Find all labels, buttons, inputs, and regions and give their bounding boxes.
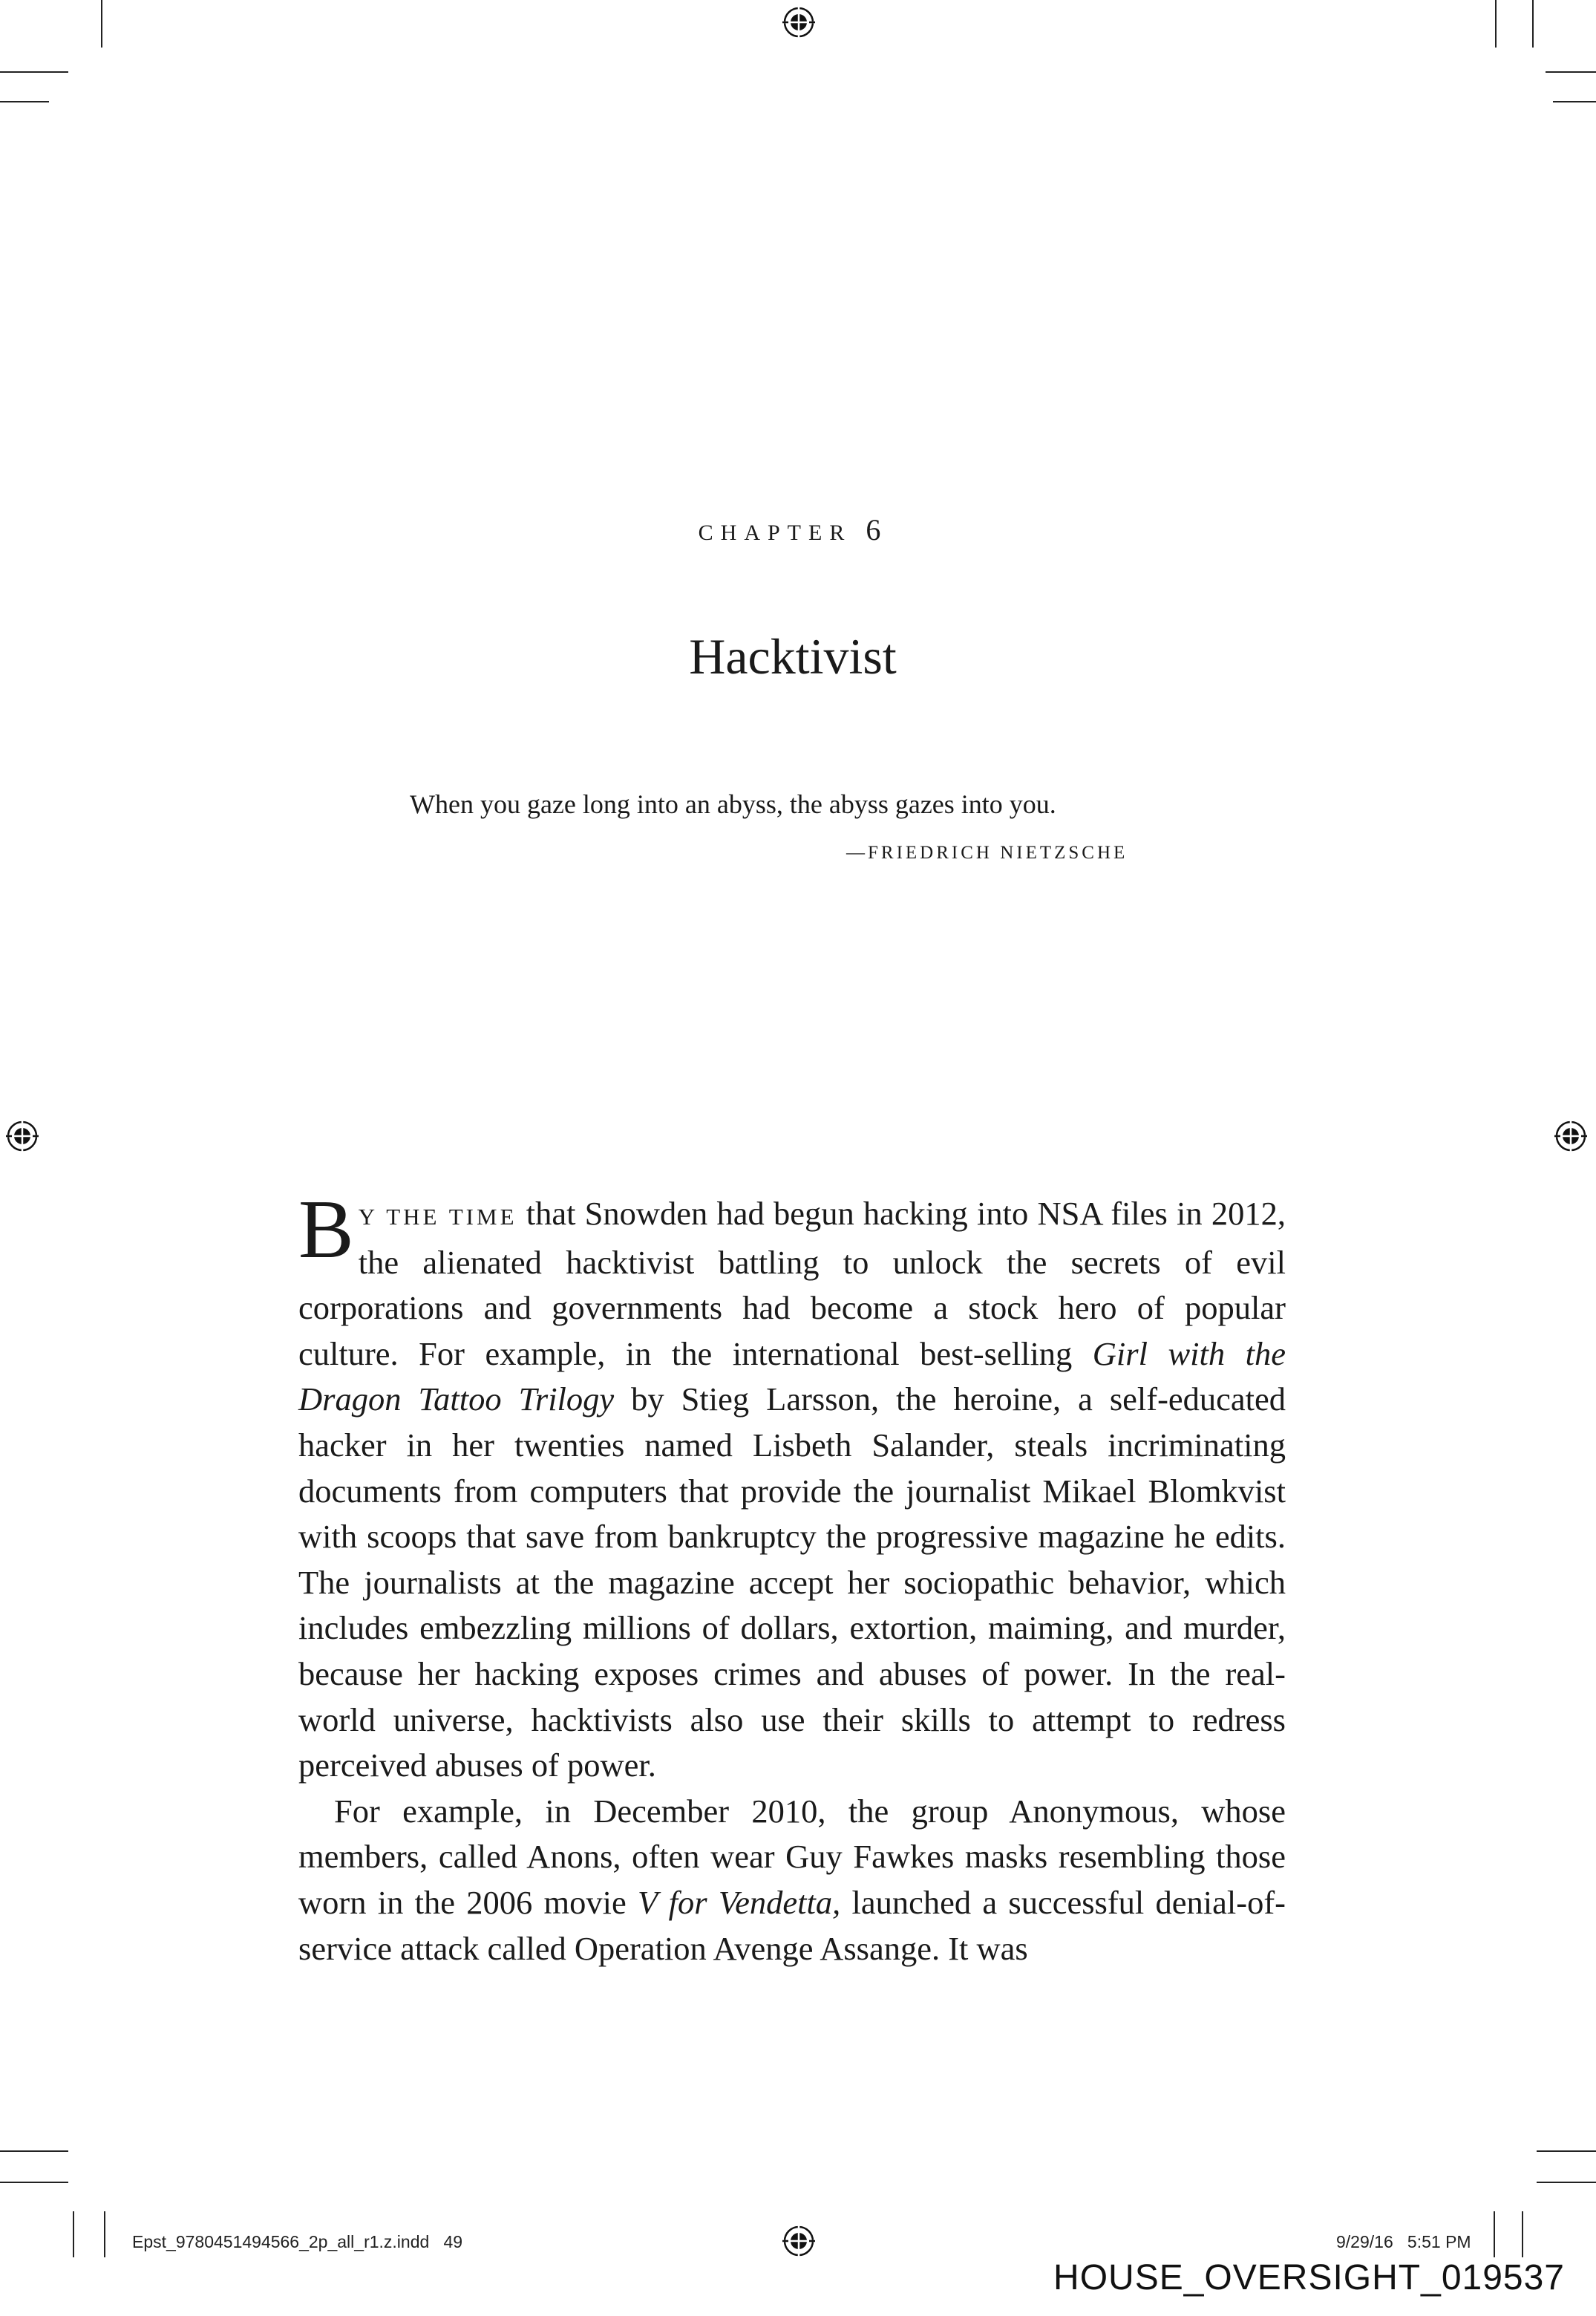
epigraph-quote: When you gaze long into an abyss, the abyss gazes into you. bbox=[410, 789, 1056, 819]
crop-mark bbox=[0, 2182, 68, 2183]
paragraph-text: by Stieg Larsson, the heroine, a self-educated hacker in her twenties named Lisbeth Salander, steals incriminating documents from computers that provide the journalist Mikael Blomkvist with scoops that save from bankruptcy the progressive magazine he edits. The journalists at the magazine accept her sociopathic behavior, which includes embezzling millions of dollars, extortion, maiming, and murder, because her hacking exposes crimes and abuses of power. In the real-world universe, hacktivists also use their skills to attempt to redress perceived abuses of power. bbox=[298, 1380, 1286, 1784]
chapter-label bbox=[0, 512, 1586, 547]
file-slug: Epst_9780451494566_2p_all_r1.z.indd 49 bbox=[132, 2232, 463, 2251]
chapter-title: Hacktivist bbox=[689, 628, 897, 685]
book-title: Girl with the Dragon Tattoo Trilogy bbox=[298, 1334, 1286, 1418]
epigraph-attribution: —FRIEDRICH NIETZSCHE bbox=[846, 843, 1128, 863]
crop-mark bbox=[1494, 2211, 1495, 2257]
crop-mark bbox=[0, 71, 68, 73]
crop-mark bbox=[1553, 101, 1596, 102]
registration-mark-icon bbox=[1554, 1120, 1587, 1152]
chapter-label-word: CHAPTER bbox=[698, 521, 852, 545]
registration-mark-icon bbox=[6, 1120, 39, 1152]
body-text bbox=[298, 1184, 1286, 1971]
paragraph bbox=[298, 1789, 1286, 1971]
bates-stamp: HOUSE_OVERSIGHT_019537 bbox=[1053, 2258, 1565, 2297]
paragraph-text: that Snowden had begun hacking into NSA files in 2012, the alienated hacktivist battling to unlock the secrets of evil corporations and governments had become a stock hero of popular culture. For example, in the international best-selling bbox=[298, 1195, 1286, 1372]
crop-mark bbox=[104, 2211, 105, 2257]
lead-in-smallcaps: Y THE TIME bbox=[358, 1204, 517, 1230]
crop-mark bbox=[1532, 0, 1534, 48]
crop-mark bbox=[1537, 2182, 1596, 2183]
crop-mark bbox=[0, 101, 49, 102]
paragraph-text: launched a successful denial-of-service attack called Operation Avenge Assange. It was bbox=[298, 1883, 1286, 1967]
crop-mark bbox=[1522, 2211, 1523, 2257]
chapter-number: 6 bbox=[866, 513, 888, 547]
crop-mark bbox=[101, 0, 102, 48]
crop-mark bbox=[0, 2150, 68, 2152]
paragraph-text: For example, in December 2010, the group Anonymous, whose members, called Anons, often wear Guy Fawkes masks resembling those worn in the 2006 movie bbox=[298, 1792, 1286, 1921]
movie-title: V for Vendetta, bbox=[638, 1883, 841, 1921]
crop-mark bbox=[73, 2211, 74, 2257]
crop-mark bbox=[1537, 2150, 1596, 2152]
crop-mark bbox=[1546, 71, 1596, 73]
crop-mark bbox=[1495, 0, 1497, 48]
paragraph bbox=[298, 1184, 1286, 1789]
print-timestamp: 9/29/16 5:51 PM bbox=[1336, 2232, 1471, 2251]
registration-mark-icon bbox=[782, 2225, 815, 2257]
registration-mark-icon bbox=[782, 6, 815, 39]
drop-cap: B bbox=[298, 1184, 354, 1276]
